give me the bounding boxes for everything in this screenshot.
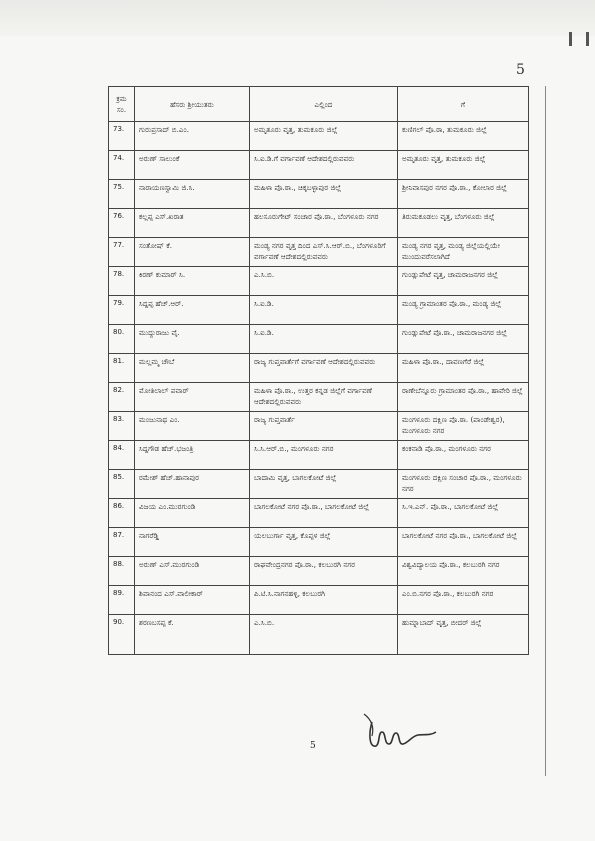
- header-from: ಎಲ್ಲಿಂದ: [250, 87, 398, 122]
- table-row: [109, 470, 529, 499]
- cell-from: ಪಿ.ಟಿ.ಸಿ.ನಾಗನಹಳ್ಳಿ, ಕಲಬುರಗಿ: [250, 586, 398, 615]
- cell-serial: 86.: [109, 499, 135, 528]
- cell-to: ಮಂಗಳೂರು ದಕ್ಷಿಣ ಸಂಚಾರ ಪೊ.ಠಾ., ಮಂಗಳೂರು ನಗರ: [398, 470, 529, 499]
- cell-to: ಹುಮ್ನಾಬಾದ್ ವೃತ್ತ, ಬೀದರ್ ಜಿಲ್ಲೆ: [398, 615, 529, 655]
- cell-serial: 88.: [109, 557, 135, 586]
- cell-serial: 77.: [109, 238, 135, 267]
- cell-serial: 75.: [109, 180, 135, 209]
- table-row: [109, 354, 529, 383]
- cell-to: ಸಿ.ಇ.ಎನ್. ಪೊ.ಠಾ., ಬಾಗಲಕೋಟೆ ಜಿಲ್ಲೆ: [398, 499, 529, 528]
- cell-name: ಮುದ್ದುರಾಜು ವೈ.: [135, 325, 250, 354]
- cell-serial: 81.: [109, 354, 135, 383]
- cell-name: ಕಿರಣ್ ಕುಮಾರ್ ಸಿ.: [135, 267, 250, 296]
- cell-name: ವಿಜಯ ಎಂ.ಮುರಗುಂಡಿ: [135, 499, 250, 528]
- table-row: [109, 441, 529, 470]
- table-row: [109, 499, 529, 528]
- cell-from: ಹಲಸೂರುಗೇಟ್ ಸಂಚಾರ ಪೊ.ಠಾ., ಬೆಂಗಳೂರು ನಗರ: [250, 209, 398, 238]
- cell-name: ಮಲ್ಲಮ್ಮ ಚೌಬೆ: [135, 354, 250, 383]
- cell-serial: 87.: [109, 528, 135, 557]
- cell-to: ತಿರುಮಕೂಡಲು ವೃತ್ತ, ಬೆಂಗಳೂರು ಜಿಲ್ಲೆ: [398, 209, 529, 238]
- cell-from: ಮಂಡ್ಯ ನಗರ ವೃತ್ತ ದಿಂದ ಎಸ್.ಸಿ.ಆರ್.ಬಿ., ಬೆಂಗಳೂರಿಗೆ ವರ್ಗಾವಣೆ ಆದೇಶದಲ್ಲಿರುವವರು: [250, 238, 398, 267]
- cell-from: ಸಿ.ಐ.ಡಿ.: [250, 296, 398, 325]
- cell-to: ಬಾಗಲಕೋಟೆ ನಗರ ಪೊ.ಠಾ., ಬಾಗಲಕೋಟೆ ಜಿಲ್ಲೆ: [398, 528, 529, 557]
- margin-rule: [545, 86, 546, 776]
- table-row: [109, 383, 529, 412]
- cell-to: ಅಮೃತೂರು ವೃತ್ತ, ತುಮಕೂರು ಜಿಲ್ಲೆ: [398, 151, 529, 180]
- cell-from: ಯಲಬುರ್ಗಾ ವೃತ್ತ, ಕೊಪ್ಪಳ ಜಿಲ್ಲೆ: [250, 528, 398, 557]
- header-name: ಹೆಸರು ಶ್ರೀಯುತರು: [135, 87, 250, 122]
- cell-name: ಶಿವಾನಂದ ಎಸ್.ವಾಲೀಕಾರ್: [135, 586, 250, 615]
- table-row: [109, 209, 529, 238]
- cell-from: ಸಿ.ಐ.ಡಿ.: [250, 325, 398, 354]
- page-corner-number: 5: [516, 62, 525, 78]
- table-row: [109, 325, 529, 354]
- cell-from: ಎ.ಸಿ.ಬಿ.: [250, 615, 398, 655]
- table-row: [109, 528, 529, 557]
- cell-from: ಎ.ಸಿ.ಬಿ.: [250, 267, 398, 296]
- cell-name: ನಾಗರೆಡ್ಡಿ: [135, 528, 250, 557]
- cell-name: ಗುರುಪ್ರಸಾದ್ ಬಿ.ಎಂ.: [135, 122, 250, 151]
- header-to: ಗೆ: [398, 87, 529, 122]
- cell-from: ರಾಜ್ಯ ಗುಪ್ತವಾರ್ತೆಗೆ ವರ್ಗಾವಣೆ ಆದೇಶದಲ್ಲಿರುವವರು: [250, 354, 398, 383]
- table-row: [109, 557, 529, 586]
- cell-name: ಅರುಣ್ ಎಸ್.ಮುರಗುಂಡಿ: [135, 557, 250, 586]
- table-row: [109, 122, 529, 151]
- cell-name: ಅರುಣ್ ಸಾಲುಂಕೆ: [135, 151, 250, 180]
- scan-corner-mark: [569, 32, 589, 46]
- cell-to: ಮಹಿಳಾ ಪೊ.ಠಾ., ದಾವಣಗೆರೆ ಜಿಲ್ಲೆ: [398, 354, 529, 383]
- cell-serial: 76.: [109, 209, 135, 238]
- cell-to: ಗುಂಡ್ಲುಪೇಟೆ ವೃತ್ತ, ಚಾಮರಾಜನಗರ ಜಿಲ್ಲೆ: [398, 267, 529, 296]
- cell-name: ರಮೇಶ್ ಹೆಚ್.ಹಾನಾಪುರ: [135, 470, 250, 499]
- scan-top-edge: [0, 0, 595, 36]
- cell-from: ಅಮೃತೂರು ವೃತ್ತ, ತುಮಕೂರು ಜಿಲ್ಲೆ: [250, 122, 398, 151]
- cell-to: ಶ್ರೀನಿವಾಸಪುರ ನಗರ ಪೊ.ಠಾ., ಕೋಲಾರ ಜಿಲ್ಲೆ: [398, 180, 529, 209]
- cell-serial: 89.: [109, 586, 135, 615]
- cell-name: ಮೋತಿಲಾಲ್ ಪವಾರ್: [135, 383, 250, 412]
- header-serial: ಕ್ರಮ ಸಂ.: [109, 87, 135, 122]
- cell-to: ಕುಣಿಗಲ್ ಪೊ.ಠಾ, ತುಮಕೂರು ಜಿಲ್ಲೆ: [398, 122, 529, 151]
- cell-name: ಮಂಜುನಾಥ ಎಂ.: [135, 412, 250, 441]
- cell-serial: 73.: [109, 122, 135, 151]
- table-row: [109, 180, 529, 209]
- cell-name: ಶರಣಬಸಪ್ಪ ಕೆ.: [135, 615, 250, 655]
- table-row: [109, 238, 529, 267]
- cell-name: ಕಲ್ಲಪ್ಪ ಎಸ್.ಖರಾತ: [135, 209, 250, 238]
- cell-serial: 79.: [109, 296, 135, 325]
- cell-to: ಗುಂಡ್ಲುಪೇಟೆ ಪೊ.ಠಾ., ಚಾಮರಾಜನಗರ ಜಿಲ್ಲೆ: [398, 325, 529, 354]
- transfer-table: [108, 86, 529, 655]
- table-row: [109, 151, 529, 180]
- signature: [358, 702, 443, 757]
- cell-to: ರಾಣೇಬೆನ್ನೂರು ಗ್ರಾಮಾಂತರ ಪೊ.ಠಾ., ಹಾವೇರಿ ಜಿಲ್ಲೆ: [398, 383, 529, 412]
- cell-to: ವಿಶ್ವವಿದ್ಯಾಲಯ ಪೊ.ಠಾ., ಕಲಬುರಗಿ ನಗರ: [398, 557, 529, 586]
- cell-name: ಸಿದ್ದಗೌಡ ಹೆಚ್.ಭಜಂತ್ರಿ: [135, 441, 250, 470]
- table-row: [109, 412, 529, 441]
- table-row: [109, 586, 529, 615]
- cell-to: ಮಂಗಳೂರು ದಕ್ಷಿಣ ಪೊ.ಠಾ. (ಪಾಂಡೇಶ್ವರ), ಮಂಗಳೂರು ನಗರ: [398, 412, 529, 441]
- table-header-row: [109, 87, 529, 122]
- cell-from: ಸಿ.ಸಿ.ಆರ್.ಬಿ., ಮಂಗಳೂರು ನಗರ: [250, 441, 398, 470]
- cell-serial: 85.: [109, 470, 135, 499]
- table-row: [109, 296, 529, 325]
- cell-serial: 78.: [109, 267, 135, 296]
- cell-from: ಮಹಿಳಾ ಪೊ.ಠಾ., ಉತ್ತರ ಕನ್ನಡ ಜಿಲ್ಲೆಗೆ ವರ್ಗಾವಣೆ ಆದೇಶದಲ್ಲಿರುವವರು: [250, 383, 398, 412]
- cell-serial: 82.: [109, 383, 135, 412]
- cell-from: ರಾಜ್ಯ ಗುಪ್ತವಾರ್ತೆ: [250, 412, 398, 441]
- cell-serial: 74.: [109, 151, 135, 180]
- cell-from: ಸಿ.ಐ.ಡಿ.ಗೆ ವರ್ಗಾವಣೆ ಆದೇಶದಲ್ಲಿರುವವರು: [250, 151, 398, 180]
- cell-to: ಎಂ.ಬಿ.ನಗರ ಪೊ.ಠಾ., ಕಲಬುರಗಿ ನಗರ: [398, 586, 529, 615]
- cell-from: ಬಾಗಲಕೋಟೆ ನಗರ ಪೊ.ಠಾ., ಬಾಗಲಕೋಟೆ ಜಿಲ್ಲೆ: [250, 499, 398, 528]
- cell-to: ಕಂಕನಾಡಿ ಪೊ.ಠಾ., ಮಂಗಳೂರು ನಗರ: [398, 441, 529, 470]
- cell-from: ರಾಘವೇಂದ್ರನಗರ ಪೊ.ಠಾ., ಕಲಬುರಗಿ ನಗರ: [250, 557, 398, 586]
- cell-to: ಮಂಡ್ಯ ಗ್ರಾಮಾಂತರ ಪೊ.ಠಾ., ಮಂಡ್ಯ ಜಿಲ್ಲೆ: [398, 296, 529, 325]
- cell-from: ಮಹಿಳಾ ಪೊ.ಠಾ., ಚಿಕ್ಕಬಳ್ಳಾಪುರ ಜಿಲ್ಲೆ: [250, 180, 398, 209]
- cell-serial: 84.: [109, 441, 135, 470]
- cell-name: ಸಿದ್ದಪ್ಪ ಹೆಚ್.ಆರ್.: [135, 296, 250, 325]
- page-footer-number: 5: [310, 741, 316, 751]
- cell-serial: 80.: [109, 325, 135, 354]
- cell-serial: 83.: [109, 412, 135, 441]
- table-row: [109, 615, 529, 655]
- cell-name: ಸಂತೋಷ್ ಕೆ.: [135, 238, 250, 267]
- cell-from: ಬಾದಾಮಿ ವೃತ್ತ, ಬಾಗಲಕೋಟೆ ಜಿಲ್ಲೆ: [250, 470, 398, 499]
- cell-name: ನಾರಾಯಣಸ್ವಾಮಿ ಜಿ.ಸಿ.: [135, 180, 250, 209]
- cell-serial: 90.: [109, 615, 135, 655]
- table-row: [109, 267, 529, 296]
- cell-to: ಮಂಡ್ಯ ನಗರ ವೃತ್ತ, ಮಂಡ್ಯ ಜಿಲ್ಲೆಯಲ್ಲಿಯೇ ಮುಂದುವರೆಸಲಾಗಿದೆ: [398, 238, 529, 267]
